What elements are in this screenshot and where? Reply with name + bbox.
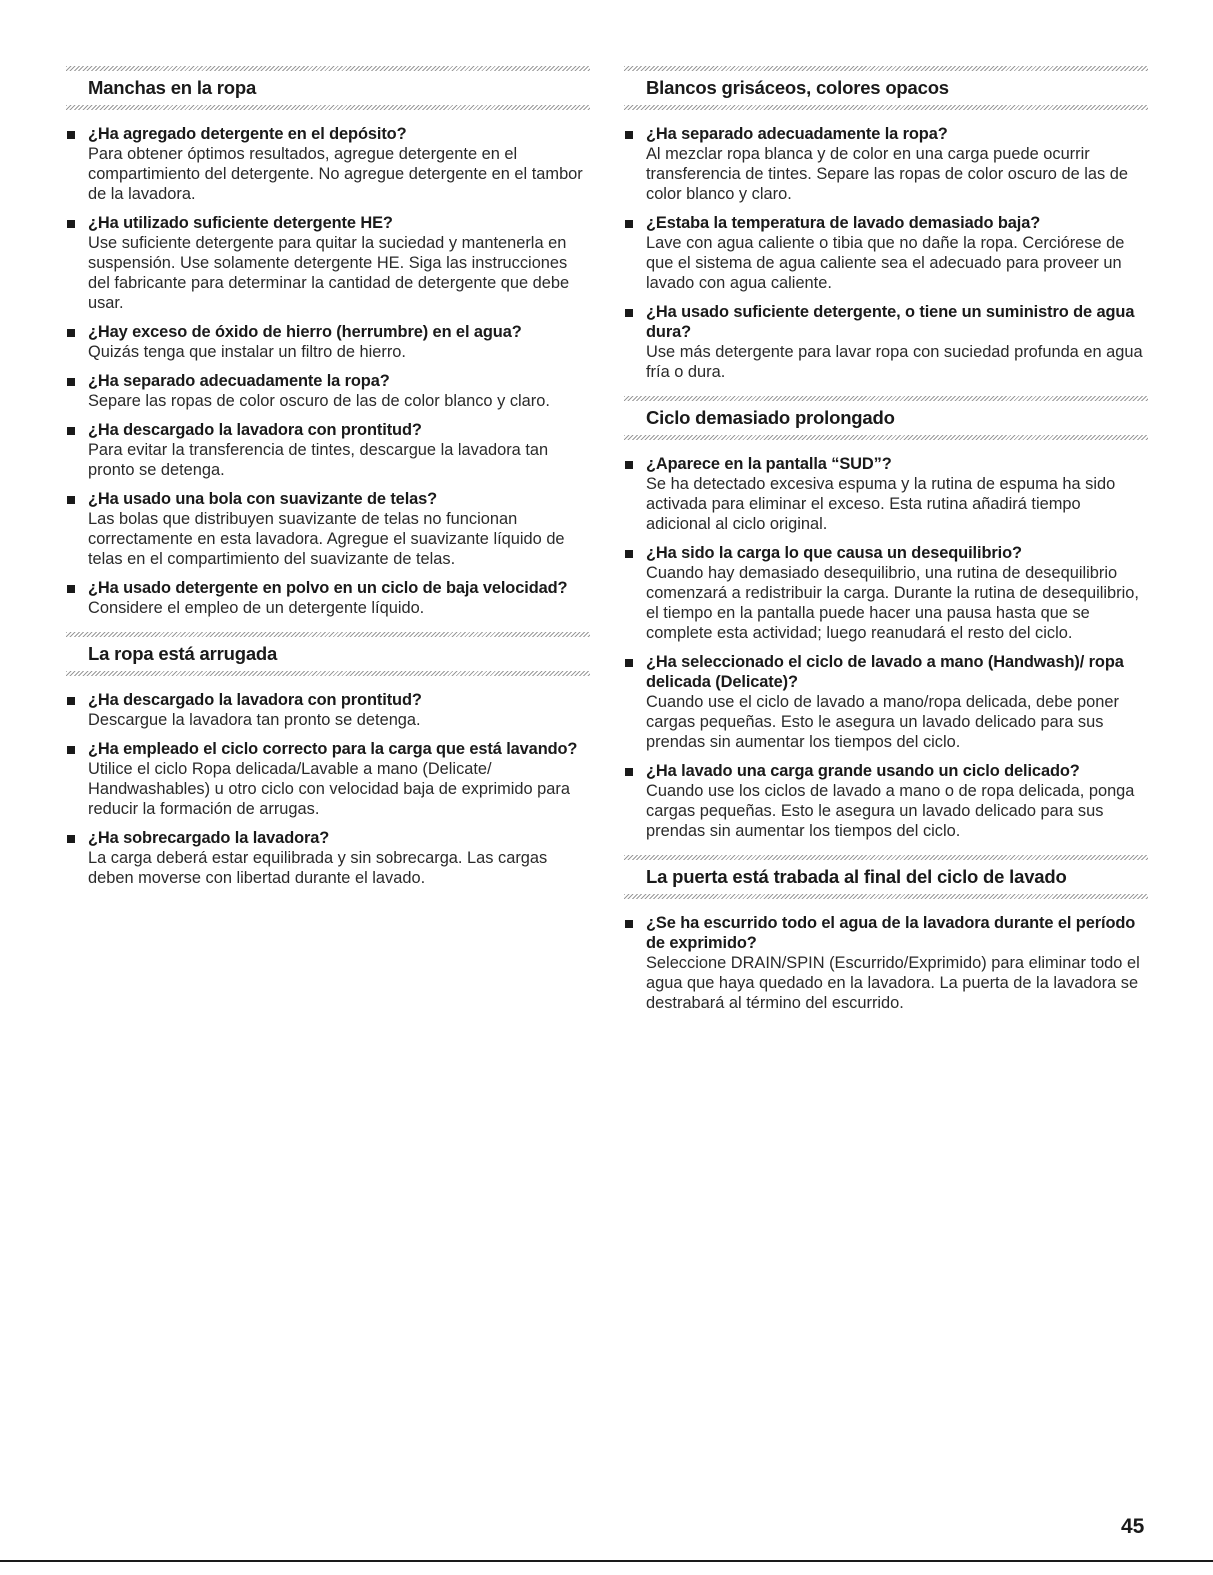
section-header xyxy=(66,66,590,110)
question: ¿Ha descargado la lavadora con prontitud? xyxy=(88,691,422,709)
list-item xyxy=(66,489,590,569)
answer: Se ha detectado excesiva espuma y la rutina de espuma ha sido activada para eliminar el exceso. Esta rutina añadirá tiempo adicional al ciclo original. xyxy=(646,475,1116,533)
question: ¿Ha agregado detergente en el depósito? xyxy=(88,125,407,143)
right-column xyxy=(624,66,1148,1027)
list-item xyxy=(66,690,590,730)
answer: Las bolas que distribuyen suavizante de telas no funcionan correctamente en esta lavadora. Agregue el suavizante líquido de telas en el compartimiento del suavizante de telas. xyxy=(88,510,565,568)
square-bullet-icon xyxy=(67,697,75,705)
list-item xyxy=(66,420,590,480)
answer: Descargue la lavadora tan pronto se detenga. xyxy=(88,711,421,729)
section-title: Manchas en la ropa xyxy=(88,77,257,98)
section-rule-bottom xyxy=(66,671,590,676)
question: ¿Estaba la temperatura de lavado demasiado baja? xyxy=(646,214,1041,232)
question: ¿Ha empleado el ciclo correcto para la carga que está lavando? xyxy=(88,740,578,758)
question-list xyxy=(66,124,590,618)
left-column xyxy=(66,66,590,902)
answer: La carga deberá estar equilibrada y sin sobrecarga. Las cargas deben moverse con libertad durante el lavado. xyxy=(88,849,548,887)
answer: Al mezclar ropa blanca y de color en una carga puede ocurrir transferencia de tintes. Separe las ropas de color oscuro de las de color blanco y claro. xyxy=(646,145,1128,203)
answer: Para obtener óptimos resultados, agregue detergente en el compartimiento del detergente. No agregue detergente en el tambor de la lavadora. xyxy=(88,145,583,203)
list-item xyxy=(66,578,590,618)
question-list xyxy=(624,454,1148,841)
question: ¿Ha sobrecargado la lavadora? xyxy=(88,829,330,847)
section-title: Blancos grisáceos, colores opacos xyxy=(646,77,949,98)
section-rule-top xyxy=(624,66,1148,71)
question: ¿Ha seleccionado el ciclo de lavado a mano (Handwash)/ ropa delicada (Delicate)? xyxy=(646,653,1124,691)
section-rule-bottom xyxy=(624,105,1148,110)
answer: Quizás tenga que instalar un filtro de hierro. xyxy=(88,343,406,361)
question-list xyxy=(624,124,1148,382)
question: ¿Ha sido la carga lo que causa un desequilibrio? xyxy=(646,544,1022,562)
answer: Considere el empleo de un detergente líquido. xyxy=(88,599,425,617)
answer: Cuando use los ciclos de lavado a mano o de ropa delicada, ponga cargas pequeñas. Esto le asegura un lavado delicado para sus prendas sin aumentar los tiempos del ciclo. xyxy=(646,782,1135,840)
list-item xyxy=(66,371,590,411)
question-list xyxy=(624,913,1148,1013)
answer: Utilice el ciclo Ropa delicada/Lavable a mano (Delicate/ Handwashables) u otro ciclo con velocidad baja de exprimido para reducir la formación de arrugas. xyxy=(88,760,570,818)
question: ¿Se ha escurrido todo el agua de la lavadora durante el período de exprimido? xyxy=(646,914,1136,952)
answer: Seleccione DRAIN/SPIN (Escurrido/Exprimido) para eliminar todo el agua que haya quedado en la lavadora. La puerta de la lavadora se destrabará al término del escurrido. xyxy=(646,954,1140,1012)
section-header xyxy=(66,632,590,676)
list-item xyxy=(624,213,1148,293)
square-bullet-icon xyxy=(625,309,633,317)
bottom-rule xyxy=(0,1560,1213,1562)
section-rule-top xyxy=(624,855,1148,860)
section-rule-bottom xyxy=(624,894,1148,899)
square-bullet-icon xyxy=(67,496,75,504)
list-item xyxy=(624,761,1148,841)
list-item xyxy=(66,322,590,362)
section-arrugada xyxy=(66,632,590,888)
square-bullet-icon xyxy=(67,220,75,228)
square-bullet-icon xyxy=(67,746,75,754)
list-item xyxy=(624,652,1148,752)
section-rule-top xyxy=(624,396,1148,401)
list-item xyxy=(624,913,1148,1013)
question-list xyxy=(66,690,590,888)
question: ¿Ha utilizado suficiente detergente HE? xyxy=(88,214,393,232)
list-item xyxy=(624,302,1148,382)
section-rule-bottom xyxy=(624,435,1148,440)
question: ¿Ha usado una bola con suavizante de telas? xyxy=(88,490,438,508)
section-title: La ropa está arrugada xyxy=(88,643,278,664)
answer: Cuando use el ciclo de lavado a mano/ropa delicada, debe poner cargas pequeñas. Esto le asegura un lavado delicado para sus prendas sin aumentar los tiempos del ciclo. xyxy=(646,693,1119,751)
square-bullet-icon xyxy=(625,461,633,469)
square-bullet-icon xyxy=(625,768,633,776)
square-bullet-icon xyxy=(67,131,75,139)
answer: Para evitar la transferencia de tintes, descargue la lavadora tan pronto se detenga. xyxy=(88,441,549,479)
section-rule-top xyxy=(66,632,590,637)
question: ¿Ha usado detergente en polvo en un ciclo de baja velocidad? xyxy=(88,579,568,597)
section-manchas xyxy=(66,66,590,618)
square-bullet-icon xyxy=(67,378,75,386)
question: ¿Ha separado adecuadamente la ropa? xyxy=(88,372,390,390)
list-item xyxy=(624,454,1148,534)
square-bullet-icon xyxy=(67,329,75,337)
question: ¿Ha separado adecuadamente la ropa? xyxy=(646,125,948,143)
answer: Use suficiente detergente para quitar la suciedad y mantenerla en suspensión. Use solamente detergente HE. Siga las instrucciones del fabricante para determinar la cantidad de detergente que debe usar. xyxy=(88,234,570,312)
section-title: Ciclo demasiado prolongado xyxy=(646,407,895,428)
square-bullet-icon xyxy=(67,835,75,843)
answer: Lave con agua caliente o tibia que no dañe la ropa. Cerciórese de que el sistema de agua caliente sea el adecuado para proveer un lavado con agua caliente. xyxy=(646,234,1125,292)
square-bullet-icon xyxy=(625,220,633,228)
square-bullet-icon xyxy=(625,550,633,558)
square-bullet-icon xyxy=(625,920,633,928)
answer: Use más detergente para lavar ropa con suciedad profunda en agua fría o dura. xyxy=(646,343,1143,381)
list-item xyxy=(66,213,590,313)
question: ¿Ha usado suficiente detergente, o tiene un suministro de agua dura? xyxy=(646,303,1135,341)
square-bullet-icon xyxy=(625,131,633,139)
section-blancos xyxy=(624,66,1148,382)
question: ¿Aparece en la pantalla “SUD”? xyxy=(646,455,892,473)
section-ciclo-prolongado xyxy=(624,396,1148,841)
question: ¿Hay exceso de óxido de hierro (herrumbre) en el agua? xyxy=(88,323,522,341)
section-header xyxy=(624,66,1148,110)
square-bullet-icon xyxy=(625,659,633,667)
list-item xyxy=(66,124,590,204)
section-puerta-trabada xyxy=(624,855,1148,1013)
page-number: 45 xyxy=(1121,1515,1145,1538)
section-rule-bottom xyxy=(66,105,590,110)
square-bullet-icon xyxy=(67,427,75,435)
list-item xyxy=(66,739,590,819)
list-item xyxy=(624,543,1148,643)
list-item xyxy=(624,124,1148,204)
answer: Cuando hay demasiado desequilibrio, una rutina de desequilibrio comenzará a redistribuir la carga. Durante la rutina de desequilibrio, el tiempo en la pantalla puede hacer una pausa hasta que se complete esta actividad; luego reanudará el resto del ciclo. xyxy=(646,564,1139,642)
section-title: La puerta está trabada al final del ciclo de lavado xyxy=(646,866,1067,887)
section-rule-top xyxy=(66,66,590,71)
list-item xyxy=(66,828,590,888)
question: ¿Ha lavado una carga grande usando un ciclo delicado? xyxy=(646,762,1080,780)
question: ¿Ha descargado la lavadora con prontitud? xyxy=(88,421,422,439)
square-bullet-icon xyxy=(67,585,75,593)
answer: Separe las ropas de color oscuro de las de color blanco y claro. xyxy=(88,392,550,410)
section-header xyxy=(624,855,1148,899)
section-header xyxy=(624,396,1148,440)
